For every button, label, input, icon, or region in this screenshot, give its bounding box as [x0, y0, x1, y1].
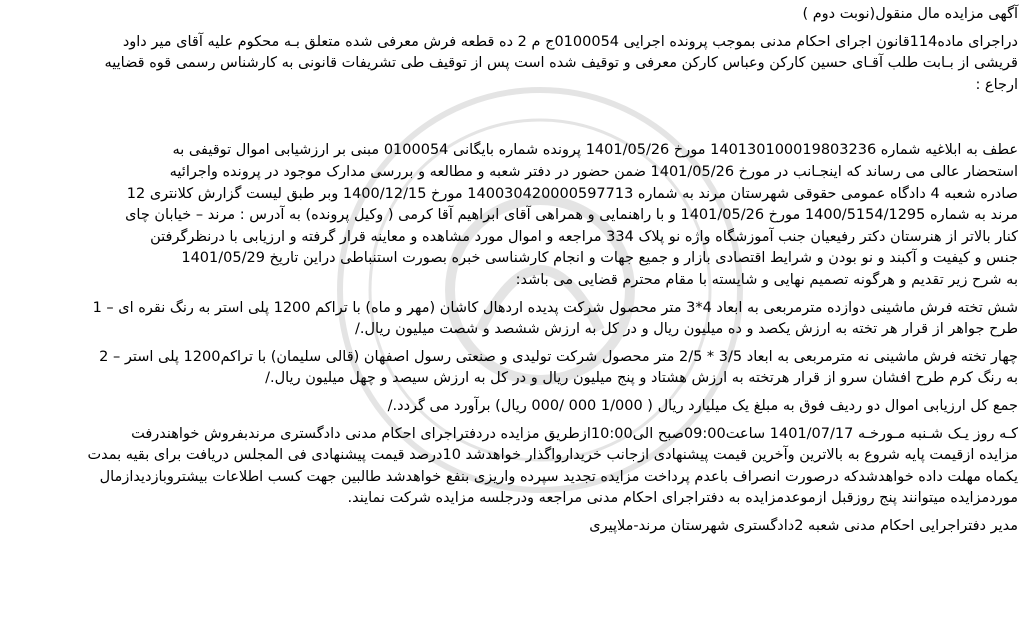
report-line: به شرح زیر تقدیم و هرگونه تصمیم نهایی و شایسته با مقام محترم قضایی می باشد: — [515, 271, 1018, 288]
item-line: طرح جواهر از قرار هر تخته به ارزش یکصد و ده میلیون ریال و در کل به ارزش ششصد و شصت میلیون ریال./ — [355, 321, 1018, 338]
auction-line: یکماه مهلت داده خواهدشدکه درصورت انصراف باعدم پرداخت مزایده تجدید سپرده واریزی بنفع خواهدشد طالبین جهت کسب اطلاعات بیشتروبازدیدازمال — [99, 468, 1018, 485]
report-line: مرند به شماره 1400/5154/1295 مورخ 1401/05/26 و با راهنمایی و همراهی آقای ابراهیم آقا کرمی ( وکیل پرونده) به آدرس : مرند – خیابان چای — [125, 207, 1018, 224]
item-line: شش تخته فرش ماشینی دوازده مترمربعی به ابعاد 4*3 متر محصول شرکت پدیده اردهال کاشان (مهر و ماه) با تراکم 1200 پلی استر به رنگ نقره ای – 1 — [92, 299, 1018, 316]
auction-details-paragraph — [4, 424, 1018, 510]
report-line: صادره شعبه 4 دادگاه عمومی حقوقی شهرستان مرند به شماره 140030420000597713 مورخ 1400/12/15 وبر طبق لیست گزارش کلانتری 12 — [126, 185, 1018, 202]
total-line: جمع کل ارزیابی اموال دو ردیف فوق به مبلغ یک میلیارد ریال ( 1/000 000 /000 ریال) برآورد می گردد./ — [387, 397, 1018, 414]
report-line: عطف به ابلاغیه شماره 140130100019803236 مورخ 1401/05/26 پرونده شماره بایگانی 0100054 مبنی بر ارزشیابی اموال توقیفی به — [172, 142, 1018, 159]
item-line: چهار تخته فرش ماشینی نه مترمربعی به ابعاد 3/5 * 2/5 متر محصول شرکت تولیدی و صنعتی رسول اصفهان (قالی سلیمان) با تراکم1200 پلی استر – 2 — [99, 348, 1018, 365]
auction-line: کـه روز یـک شـنبه مـورخـه 1401/07/17 ساعت09:00صبح الی10:00ازطریق مزایده دردفتراجرای احکام مدنی دادگستری مرندبفروش خواهندرفت — [131, 425, 1018, 442]
intro-line: دراجرای ماده114قانون اجرای احکام مدنی بموجب پرونده اجرایی 0100054ج م 2 ده قطعه فرش معرفی شده متعلق بـه محکوم علیه آقای میر داود — [122, 33, 1018, 50]
item-2-paragraph — [4, 347, 1018, 390]
report-line: کنار بالاتر از هنرستان دکتر رفیعیان جنب آموزشگاه واژه نو پلاک 334 مراجعه و اموال مورد مشاهده و معاینه قرار گرفته و ارزیابی با درنظرگرفتن — [150, 228, 1018, 245]
intro-paragraph — [4, 32, 1018, 97]
report-line: استحضار عالی می رساند که اینجـانب در مورخ 1401/05/26 ضمن حضور در دفتر شعبه و مطالعه و بررسی مدارک موجود در پرونده واجرائیه — [169, 163, 1018, 180]
item-line: به رنگ کرم طرح افشان سرو از قرار هرتخته به ارزش هشتاد و پنج میلیون ریال و در کل به ارزش سیصد و چهل میلیون ریال./ — [265, 370, 1018, 387]
auction-notice — [4, 4, 1018, 537]
signature-line: مدیر دفتراجرایی احکام مدنی شعبه 2دادگستری شهرستان مرند-ملاپیری — [589, 517, 1018, 534]
report-line: جنس و کیفیت و آکبند و نو بودن و شرایط اقتصادی بازار و جمیع جهات و انجام کارشناسی خبره بصورت استنباطی دراین تاریخ 1401/05/29 — [181, 250, 1018, 267]
auction-line: موردمزایده میتوانند پنج روزقبل ازموعدمزایده به دفتراجرای احکام مدنی مراجعه ودرجلسه مزایده شرکت نمایند. — [347, 490, 1018, 507]
expert-report-paragraph — [4, 140, 1018, 291]
item-1-paragraph — [4, 298, 1018, 341]
auction-line: مزایده ازقیمت پایه شروع به بالاترین وآخرین قیمت پیشنهادی ازجانب خریدارواگذار خواهدشد 10درصد قیمت پیشنهادی فی المجلس دریافت برای بقیه بمدت — [87, 447, 1018, 464]
notice-title: آگهی مزایده مال منقول(نوبت دوم ) — [802, 6, 1018, 22]
intro-line: ارجاع : — [975, 76, 1018, 93]
intro-line: قریشی از بـابت طلب آقـای حسین کارکن وعباس کارکن معرفی و توقیف شده است پس از توقیف طی تشریفات قانونی به کارشناس رسمی قوه قضاییه — [104, 55, 1018, 72]
total-paragraph — [4, 396, 1018, 418]
